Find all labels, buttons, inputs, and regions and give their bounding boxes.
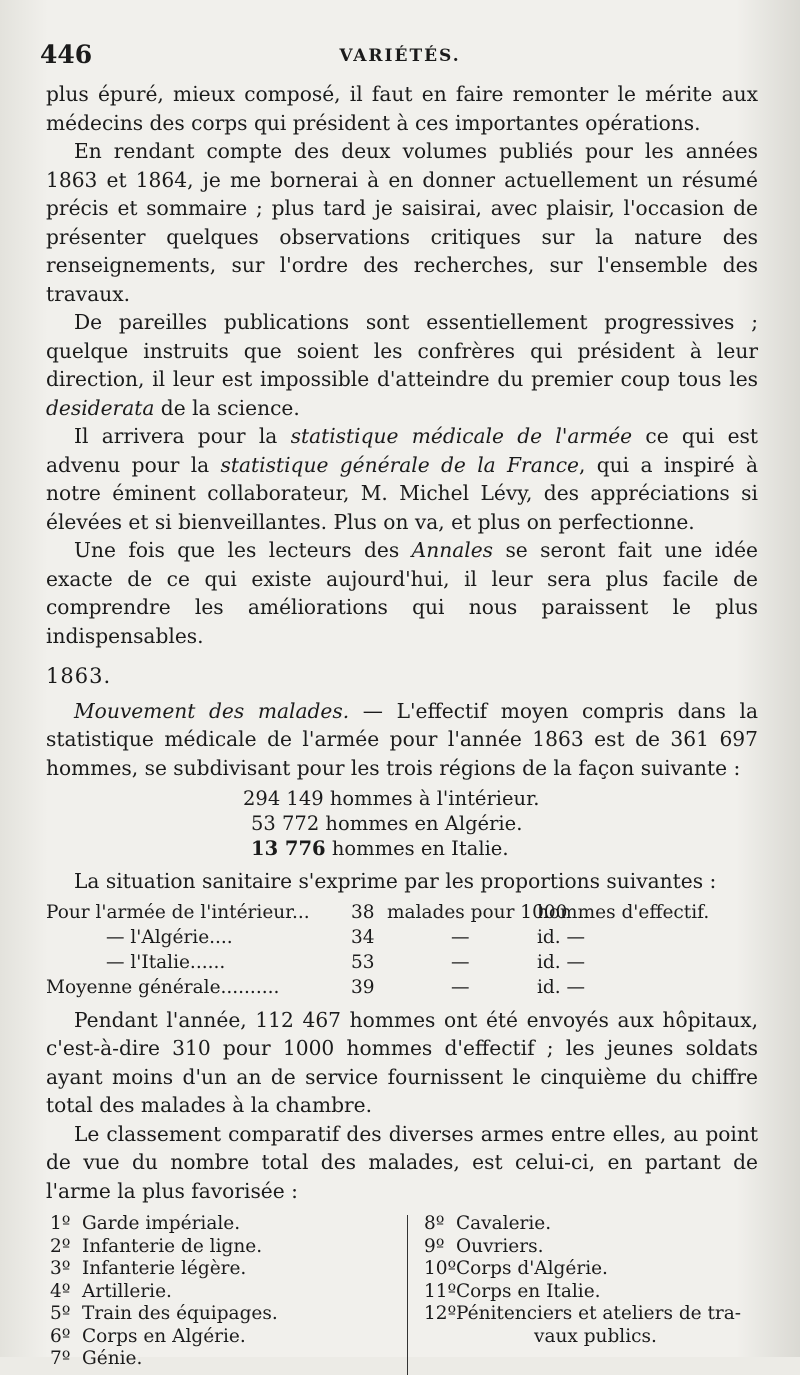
paragraph: Mouvement des malades. — L'effectif moyen compris dans la statistique médicale de l'armée pour l'année 1863 est de 361 697 hommes, se subdivisant pour les trois régions de la façon suivante : <box>46 698 758 780</box>
italic-term: statistique générale de la France <box>220 452 579 477</box>
column-divider <box>407 1215 408 1375</box>
paragraph: Une fois que les lecteurs des Annales se seront fait une idée exacte de ce qui existe aujourd'hui, il leur sera plus facile de comprendre les améliorations qui nous paraissent le plus indispensables. <box>46 538 758 648</box>
paragraph: De pareilles publications sont essentiellement progressives ; quelque instruits que soient les confrères qui président à leur direction, il leur est impossible d'atteindre du premier coup tous les desiderata de la science. <box>46 310 758 420</box>
body-text <box>46 80 758 1373</box>
ranking-column-right <box>424 1213 764 1348</box>
running-head: VARIÉTÉS. <box>339 46 461 66</box>
effectif-row: 294 149 hommes à l'intérieur. <box>243 787 540 810</box>
table-row: Pour l'armée de l'intérieur... 38 malades pour 1000 hommes d'effectif. <box>46 901 710 923</box>
list-item: 5º Train des équipages. <box>50 1303 278 1324</box>
section-year-heading: 1863. <box>46 664 112 688</box>
page-header <box>40 40 760 72</box>
paragraph: Pendant l'année, 112 467 hommes ont été envoyés aux hôpitaux, c'est-à-dire 310 pour 1000 hommes d'effectif ; les jeunes soldats ayant moins d'un an de service fournissent le cinquième du chiffre total des malades à la chambre. <box>46 1007 758 1117</box>
paragraph: Le classement comparatif des diverses armes entre elles, au point de vue du nombre total des malades, est celui-ci, en partant de l'arme la plus favorisée : <box>46 1121 758 1203</box>
ratio-table <box>46 900 758 1000</box>
list-item: 7º Génie. <box>50 1348 143 1369</box>
list-item: 1º Garde impériale. <box>50 1213 241 1234</box>
list-item: 3º Infanterie légère. <box>50 1258 247 1279</box>
paragraph: plus épuré, mieux composé, il faut en faire remonter le mérite aux médecins des corps qui président à ces importantes opérations. <box>46 82 758 135</box>
list-item: 12º Pénitenciers et ateliers de tra- <box>424 1303 742 1324</box>
list-item: 11º Corps en Italie. <box>424 1280 601 1302</box>
list-item: 10º Corps d'Algérie. <box>424 1258 608 1279</box>
ranking-column-left <box>50 1213 400 1371</box>
list-item: 8º Cavalerie. <box>424 1213 552 1234</box>
table-row: — l'Italie...... 53 — id. — <box>106 951 586 973</box>
paragraph: Il arrivera pour la statistique médicale de l'armée ce qui est advenu pour la statistique générale de la France, qui a inspiré à notre éminent collaborateur, M. Michel Lévy, des appréciations si élevées et si bienveillantes. Plus on va, et plus on perfectionne. <box>46 424 758 534</box>
table-row: Moyenne générale.......... 39 — id. — <box>46 976 586 998</box>
paragraph: La situation sanitaire s'exprime par les proportions suivantes : <box>74 869 717 893</box>
list-item: vaux publics. <box>534 1325 657 1347</box>
italic-term: desiderata <box>46 395 155 420</box>
italic-term: statistique médicale de l'armée <box>290 424 633 448</box>
paragraph: En rendant compte des deux volumes publiés pour les années 1863 et 1864, je me bornerai à en donner actuellement un résumé précis et sommaire ; plus tard je saisirai, avec plaisir, l'occasion de présenter quelques observations critiques sur la nature des renseignements, sur l'ordre des recherches, sur l'ensemble des travaux. <box>46 139 758 306</box>
italic-term: Annales <box>411 538 494 562</box>
page-number: 446 <box>40 40 93 69</box>
table-row: — l'Algérie.... 34 — id. — <box>106 926 586 948</box>
effectif-list <box>46 786 758 861</box>
list-item: 6º Corps en Algérie. <box>50 1325 246 1347</box>
effectif-row: 53 772 hommes en Algérie. <box>251 812 523 835</box>
effectif-row: 13 776 hommes en Italie. <box>251 837 509 860</box>
list-item: 4º Artillerie. <box>50 1280 172 1302</box>
list-item: 9º Ouvriers. <box>424 1235 544 1257</box>
section-subtitle: Mouvement des malades. <box>74 698 350 723</box>
ranking-list <box>46 1213 758 1373</box>
list-item: 2º Infanterie de ligne. <box>50 1235 263 1257</box>
